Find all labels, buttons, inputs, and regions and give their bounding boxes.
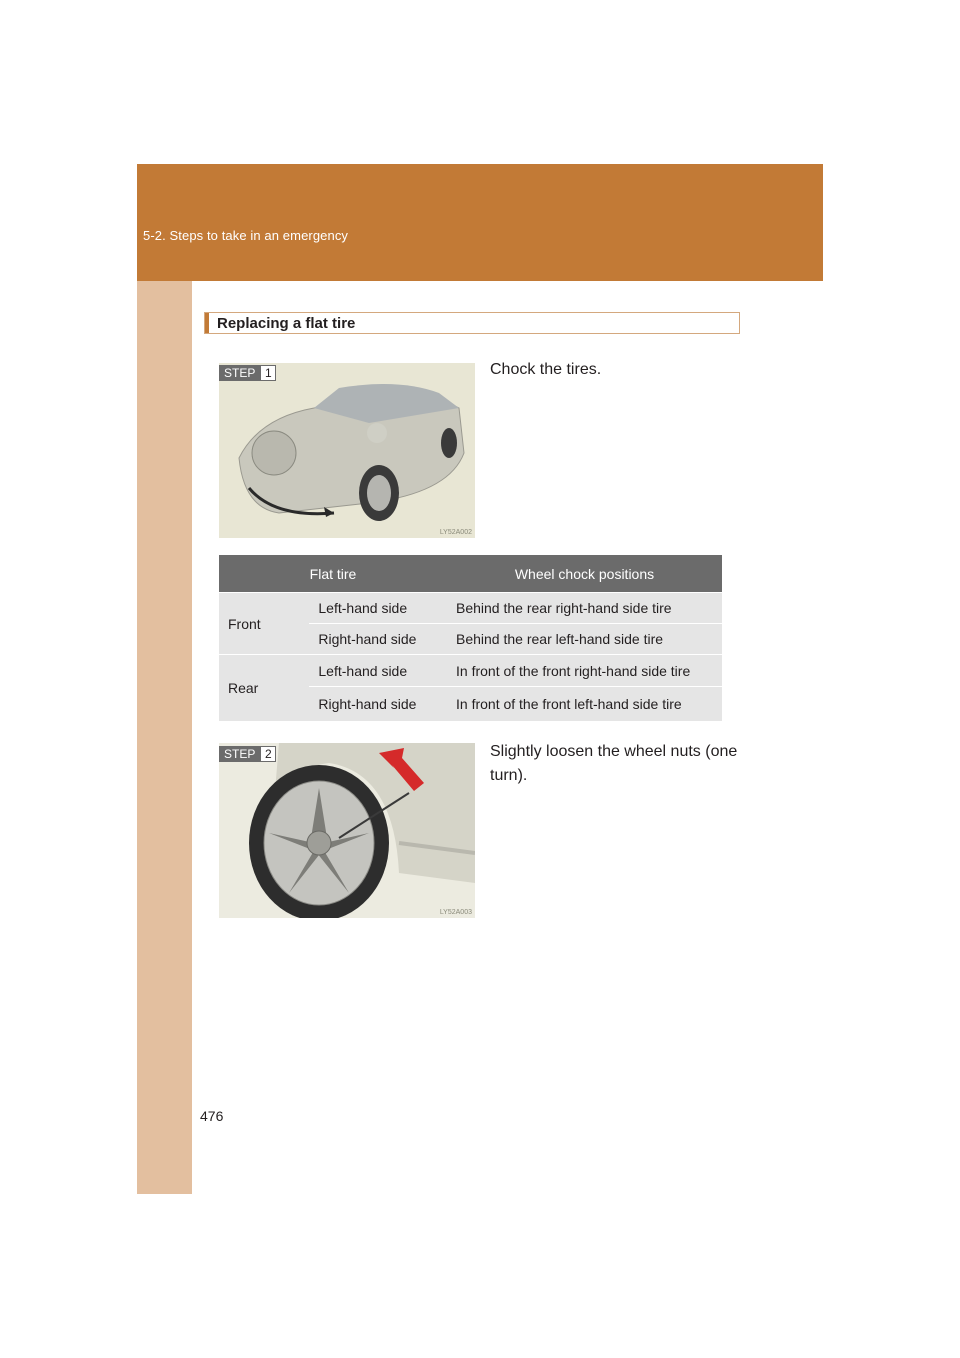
step-label: STEP <box>219 365 260 381</box>
table-cell: In front of the front left-hand side tire <box>447 687 722 721</box>
step-1-text: Chock the tires. <box>490 361 602 378</box>
section-heading <box>204 312 740 334</box>
table-cell: Right-hand side <box>309 687 447 721</box>
table-cell-group: Rear <box>219 655 309 721</box>
table-cell: In front of the front right-hand side tire <box>447 655 722 687</box>
step-label: STEP <box>219 746 260 762</box>
table-cell: Behind the rear left-hand side tire <box>447 624 722 655</box>
car-front-drawing <box>219 363 475 538</box>
step-2-badge <box>219 746 276 762</box>
table-cell-group: Front <box>219 593 309 655</box>
page-number: 476 <box>200 1108 224 1124</box>
section-accent <box>205 313 209 333</box>
table-cell: Left-hand side <box>309 593 447 624</box>
wheel-drawing <box>219 743 475 918</box>
table-row <box>219 655 722 687</box>
wheel-chock-table <box>219 555 722 721</box>
table-row <box>219 593 722 624</box>
image-code: LY52A002 <box>439 529 472 536</box>
table-cell: Right-hand side <box>309 624 447 655</box>
wheel-nut-illustration <box>219 743 475 918</box>
table-header: Wheel chock positions <box>447 555 722 593</box>
chapter-title: 5-2. Steps to take in an emergency <box>143 228 349 243</box>
step-number: 2 <box>260 746 276 762</box>
table-header: Flat tire <box>219 555 447 593</box>
step-2-text: Slightly loosen the wheel nuts (one turn). <box>490 743 738 784</box>
car-chock-illustration <box>219 363 475 538</box>
image-code: LY52A003 <box>439 909 472 916</box>
step-1-badge <box>219 365 276 381</box>
chapter-header <box>137 164 823 281</box>
side-tab <box>137 164 192 1194</box>
table-cell: Left-hand side <box>309 655 447 687</box>
step-number: 1 <box>260 365 276 381</box>
section-title: Replacing a flat tire <box>217 315 356 332</box>
table-cell: Behind the rear right-hand side tire <box>447 593 722 624</box>
